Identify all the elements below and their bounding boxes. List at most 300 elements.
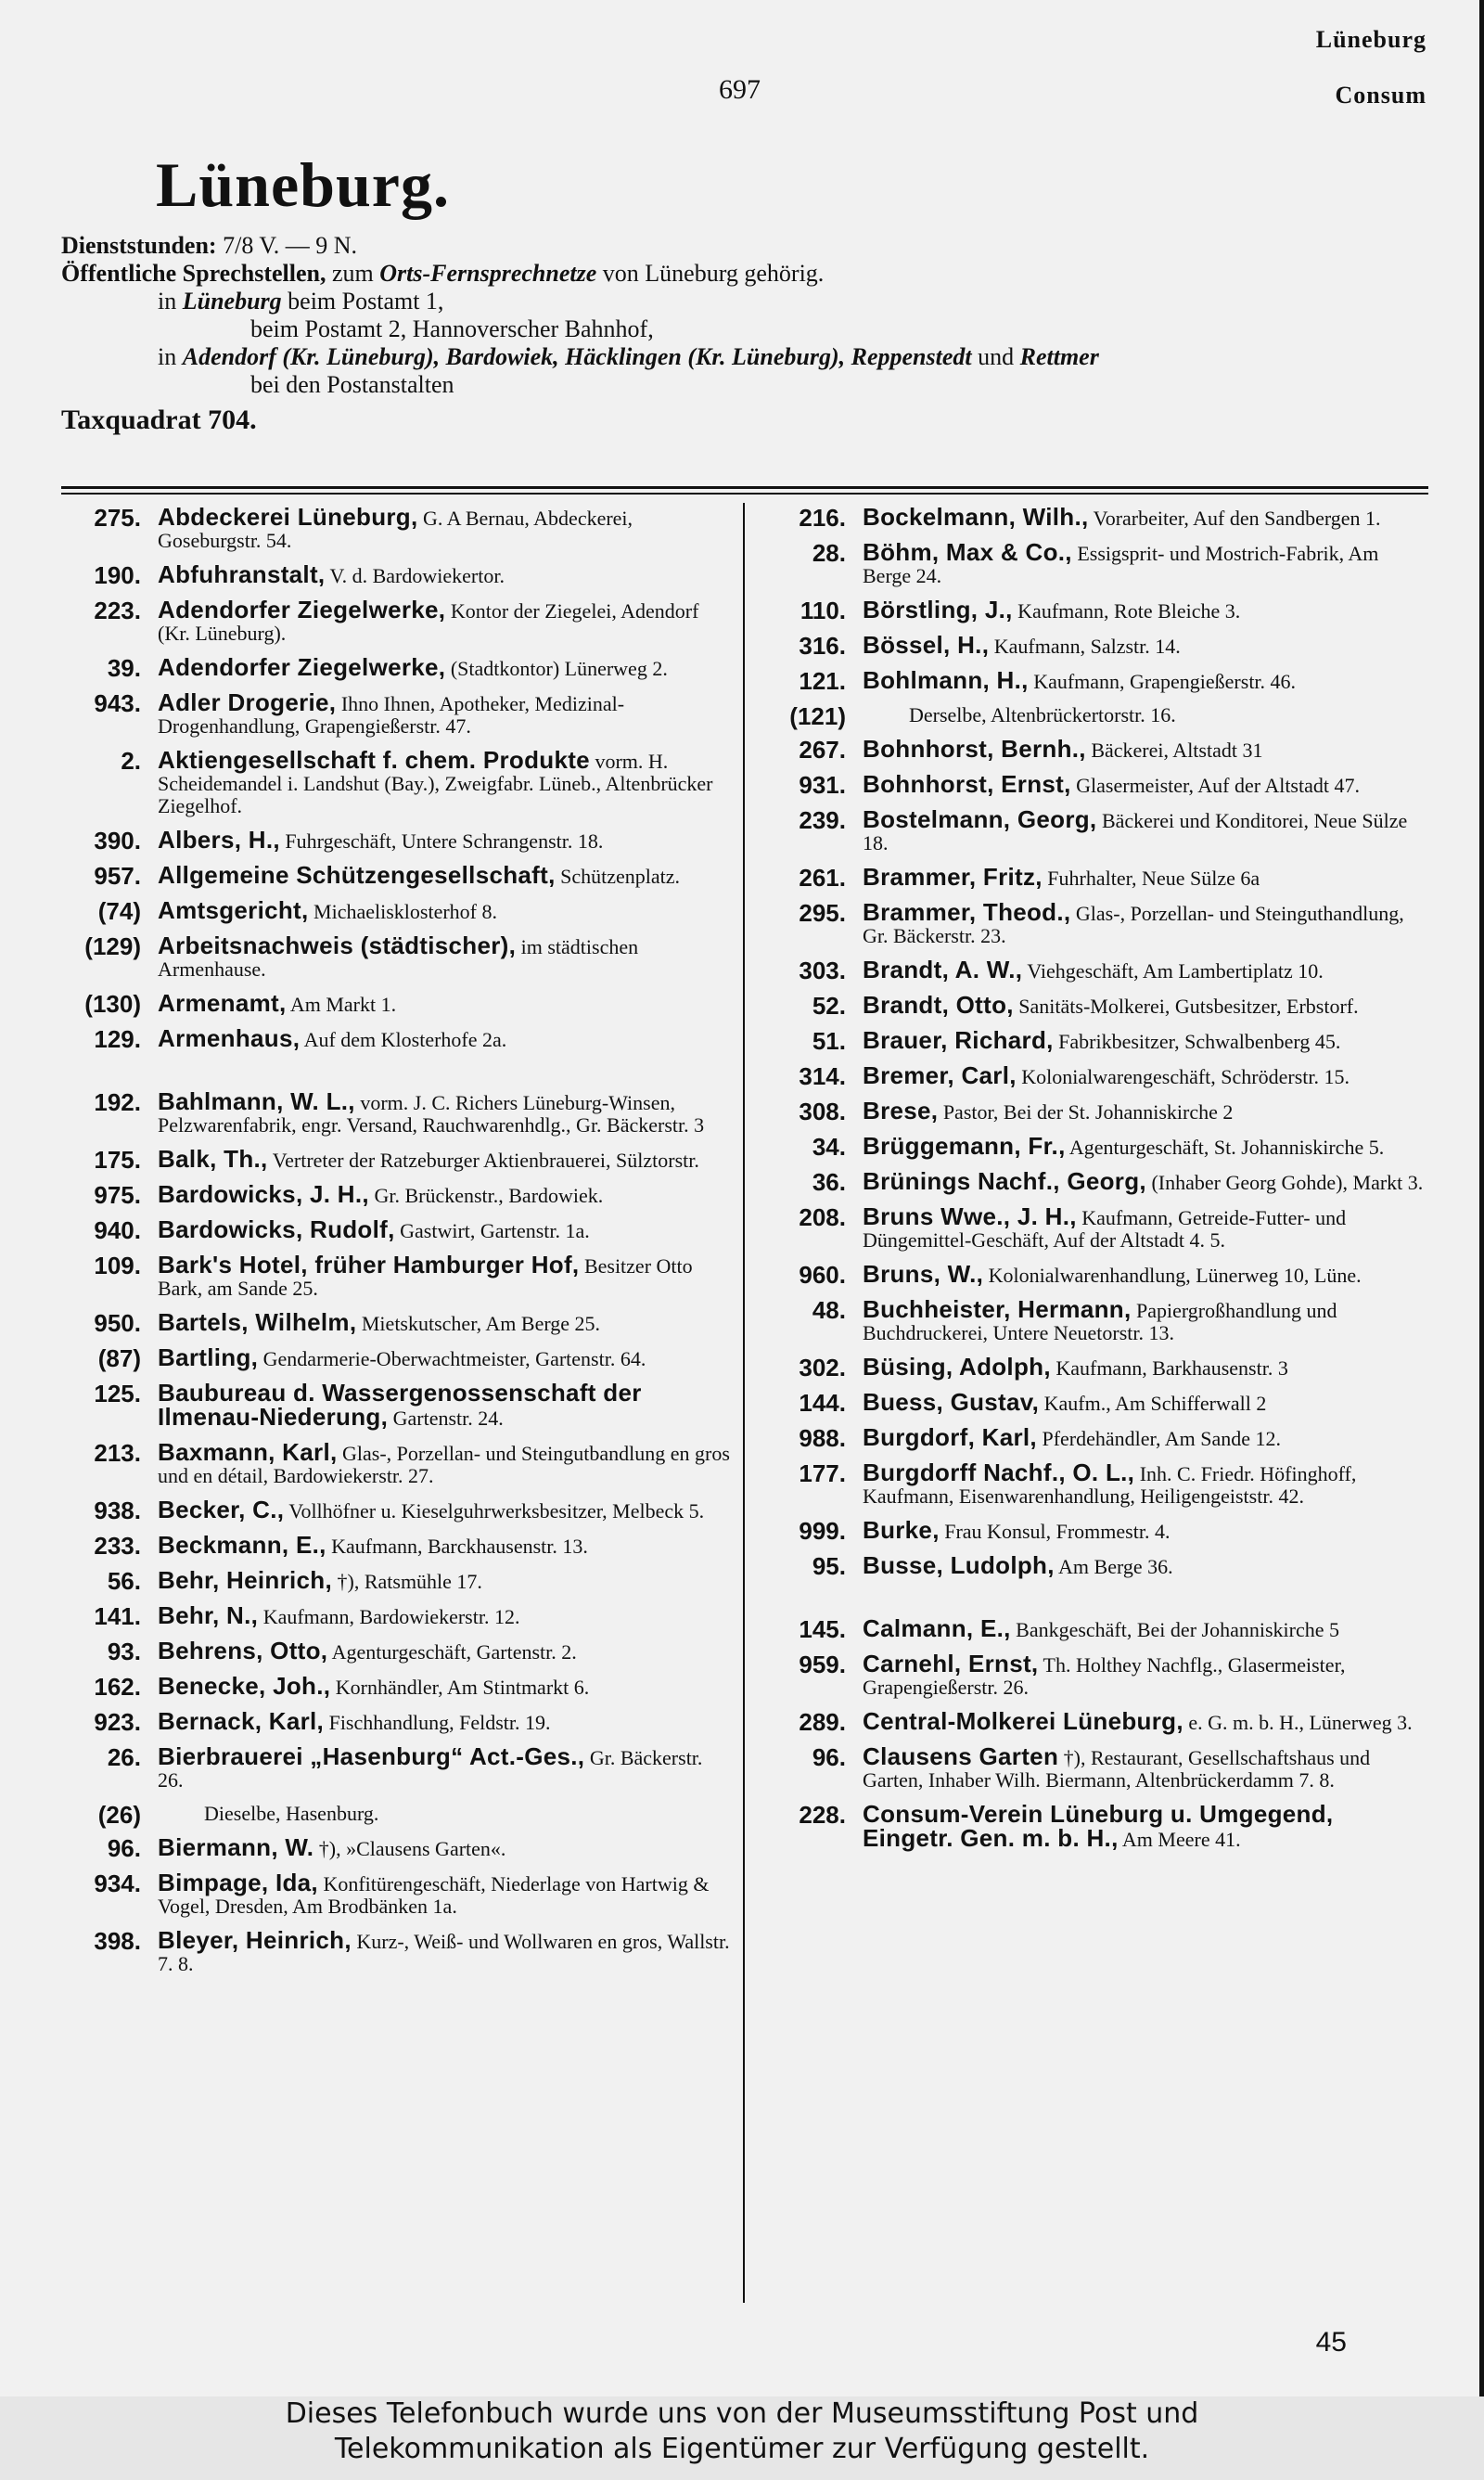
entry-text <box>863 1132 1430 1160</box>
directory-entry <box>56 1438 731 1487</box>
directory-entry <box>56 1742 731 1792</box>
subscriber-name: Abfuhranstalt, <box>158 560 326 588</box>
phone-number: (130) <box>84 990 141 1018</box>
phone-number: (121) <box>789 702 846 730</box>
subscriber-detail: (Inhaber Georg Gohde), Markt 3. <box>1151 1171 1424 1194</box>
directory-entry <box>56 1707 731 1736</box>
directory-entry <box>761 1061 1430 1090</box>
directory-entry <box>761 1260 1430 1289</box>
subscriber-detail: Vertreter der Ratzeburger Aktienbrauerei, Sülztorstr. <box>272 1149 699 1172</box>
phone-number: 213. <box>94 1439 141 1467</box>
phone-number: 275. <box>94 504 141 532</box>
entry-text <box>158 1498 731 1523</box>
subscriber-detail: Michaelisklosterhof 8. <box>313 900 497 923</box>
phone-number: 121. <box>799 667 846 695</box>
subscriber-detail: Vollhöfner u. Kieselguhrwerksbesitzer, Melbeck 5. <box>288 1499 705 1523</box>
directory-entry <box>761 1167 1430 1196</box>
subscriber-detail: Fabrikbesitzer, Schwalbenberg 45. <box>1058 1030 1341 1053</box>
subscriber-name: Büsing, Adolph, <box>863 1353 1051 1381</box>
subscriber-detail: Am Berge 36. <box>1058 1555 1173 1578</box>
directory-entry <box>761 805 1430 855</box>
directory-entry <box>761 1026 1430 1055</box>
directory-entry <box>56 1601 731 1630</box>
entry-text <box>158 1601 731 1629</box>
entry-text <box>863 1551 1430 1579</box>
directory-entry <box>56 1381 731 1430</box>
entry-text <box>158 1215 731 1243</box>
directory-entry <box>761 1353 1430 1381</box>
directory-entry <box>761 1295 1430 1344</box>
phone-number: 175. <box>94 1146 141 1174</box>
phone-number: 145. <box>799 1615 846 1643</box>
entry-text <box>158 1672 731 1700</box>
entry-text <box>863 1061 1430 1089</box>
phone-number: 223. <box>94 597 141 624</box>
entry-text <box>863 1800 1430 1852</box>
subscriber-name: Armenamt, <box>158 989 287 1017</box>
phone-number: 931. <box>799 771 846 799</box>
entry-text <box>863 1614 1430 1642</box>
directory-entry <box>56 1308 731 1337</box>
phone-number: 295. <box>799 899 846 927</box>
phone-number: 959. <box>799 1651 846 1678</box>
phone-number: 938. <box>94 1497 141 1524</box>
public-stations-line: Öffentliche Sprechstellen, zum Orts-Fernsprechnetze von Lüneburg gehörig. <box>61 260 825 287</box>
directory-entry <box>761 1388 1430 1417</box>
station-line-1: in Lüneburg beim Postamt 1, <box>158 288 444 315</box>
city-title: Lüneburg. <box>156 149 450 220</box>
directory-entry <box>761 1099 1430 1124</box>
entry-text <box>158 746 731 817</box>
subscriber-name: Bartling, <box>158 1343 259 1371</box>
subscriber-detail: G. A Bernau, Abdeckerei, Goseburgstr. 54. <box>158 507 633 552</box>
running-head-last-entry: Consum <box>1335 82 1426 109</box>
subscriber-detail: V. d. Bardowiekertor. <box>329 564 505 587</box>
entry-text <box>158 1308 731 1336</box>
subscriber-name: Arbeitsnachweis (städtischer), <box>158 932 517 959</box>
subscriber-name: Buess, Gustav, <box>863 1388 1040 1416</box>
subscriber-detail: Kornhändler, Am Stintmarkt 6. <box>335 1676 590 1699</box>
subscriber-detail: Gendarmerie-Oberwachtmeister, Gartenstr. 64. <box>262 1347 646 1370</box>
entry-text <box>158 1871 731 1918</box>
station-line-2: beim Postamt 2, Hannoverscher Bahnhof, <box>250 315 654 342</box>
subscriber-detail: Fuhrgeschäft, Untere Schrangenstr. 18. <box>285 829 604 853</box>
subscriber-name: Bohnhorst, Bernh., <box>863 735 1086 763</box>
phone-number: 48. <box>812 1296 846 1324</box>
phone-number: 233. <box>94 1532 141 1560</box>
subscriber-name: Brammer, Fritz, <box>863 863 1043 891</box>
subscriber-detail: Am Markt 1. <box>289 993 397 1016</box>
subscriber-detail: Kaufmann, Rote Bleiche 3. <box>1017 599 1241 623</box>
subscriber-name: Beckmann, E., <box>158 1531 326 1559</box>
subscriber-detail: Mietskutscher, Am Berge 25. <box>361 1312 601 1335</box>
subscriber-name: Behr, N., <box>158 1601 259 1629</box>
entry-text <box>158 1707 731 1735</box>
phone-number: 999. <box>799 1517 846 1545</box>
subscriber-name: Armenhaus, <box>158 1024 301 1052</box>
subscriber-name: Brauer, Richard, <box>863 1026 1054 1054</box>
archive-footer <box>0 2396 1484 2480</box>
directory-entry <box>761 1132 1430 1161</box>
directory-entry <box>56 934 731 981</box>
directory-entry <box>56 989 731 1018</box>
directory-entry <box>56 1215 731 1244</box>
subscriber-name: Becker, C., <box>158 1496 285 1523</box>
phone-number: (26) <box>97 1801 141 1829</box>
subscriber-name: Benecke, Joh., <box>158 1672 331 1700</box>
phone-number: 26. <box>107 1743 141 1771</box>
directory-entry <box>56 896 731 925</box>
entry-text <box>158 688 731 738</box>
subscriber-detail: Bankgeschäft, Bei der Johanniskirche 5 <box>1016 1618 1339 1641</box>
subscriber-name: Bruns, W., <box>863 1260 984 1288</box>
phone-number: 988. <box>799 1424 846 1452</box>
entry-text <box>863 1026 1430 1054</box>
phone-number: (129) <box>84 932 141 960</box>
phone-number: 34. <box>812 1133 846 1161</box>
phone-number: 303. <box>799 957 846 984</box>
subscriber-name: Baubureau d. Wassergenossenschaft der Ilmenau-Niederung, <box>158 1379 642 1431</box>
phone-number: 39. <box>107 654 141 682</box>
subscriber-detail: Pastor, Bei der St. Johanniskirche 2 <box>942 1100 1234 1124</box>
entry-text <box>863 1167 1430 1195</box>
phone-number: 93. <box>107 1638 141 1665</box>
subscriber-detail: (Stadtkontor) Lünerweg 2. <box>450 657 668 680</box>
directory-entry <box>761 1652 1430 1699</box>
directory-entry <box>761 1800 1430 1852</box>
entry-text <box>863 991 1430 1019</box>
subscriber-name: Allgemeine Schützengesellschaft, <box>158 861 556 889</box>
entry-text <box>158 1343 731 1371</box>
phone-number: 2. <box>121 747 141 775</box>
phone-number: 96. <box>812 1743 846 1771</box>
subscriber-name: Brandt, A. W., <box>863 956 1023 983</box>
subscriber-name: Bremer, Carl, <box>863 1061 1017 1089</box>
subscriber-name: Brandt, Otto, <box>863 991 1014 1019</box>
subscriber-name: Bostelmann, Georg, <box>863 805 1097 833</box>
phone-number: 208. <box>799 1203 846 1231</box>
subscriber-detail: Kaufmann, Getreide-Futter- und Düngemittel-Geschäft, Auf der Altstadt 4. 5. <box>863 1206 1347 1252</box>
directory-entry <box>761 863 1430 892</box>
column-divider <box>743 503 745 2303</box>
directory-entry <box>56 1253 731 1300</box>
subscriber-name: Adler Drogerie, <box>158 688 337 716</box>
subscriber-name: Buchheister, Hermann, <box>863 1295 1132 1323</box>
phone-number: 975. <box>94 1181 141 1209</box>
directory-entry <box>761 538 1430 587</box>
subscriber-detail: Gr. Brückenstr., Bardowiek. <box>374 1184 604 1207</box>
subscriber-name: Bohlmann, H., <box>863 666 1029 694</box>
subscriber-detail: Schützenplatz. <box>560 865 681 888</box>
directory-entry <box>56 688 731 738</box>
service-hours-line: Dienststunden: 7/8 V. — 9 N. <box>61 232 358 259</box>
subscriber-name: Balk, Th., <box>158 1145 268 1173</box>
directory-entry <box>761 735 1430 764</box>
directory-entry <box>56 1871 731 1918</box>
subscriber-name: Baxmann, Karl, <box>158 1438 338 1466</box>
entry-text <box>863 598 1430 623</box>
directory-entry <box>761 666 1430 695</box>
subscriber-detail: Glasermeister, Auf der Altstadt 47. <box>1076 774 1360 797</box>
entry-text <box>863 503 1430 531</box>
entry-text <box>158 1253 731 1300</box>
directory-entry <box>761 702 1430 730</box>
directory-entry <box>56 1145 731 1174</box>
subscriber-detail: †), Restaurant, Gesellschaftshaus und Garten, Inhaber Wilh. Biermann, Altenbrückerdamm 7. 8. <box>863 1746 1371 1792</box>
directory-entry <box>761 1551 1430 1580</box>
subscriber-detail: vorm. H. Scheidemandel i. Landshut (Bay.), Zweigfabr. Lüneb., Altenbrücker Ziegelhof. <box>158 750 713 817</box>
phone-number: 308. <box>799 1098 846 1125</box>
entry-text <box>158 1926 731 1975</box>
subscriber-detail: Kaufmann, Barckhausenstr. 13. <box>331 1535 588 1558</box>
directory-entry <box>761 1458 1430 1508</box>
entry-text <box>863 1388 1430 1416</box>
phone-number: 162. <box>94 1673 141 1701</box>
subscriber-detail: Papiergroßhandlung und Buchdruckerei, Untere Neuetorstr. 13. <box>863 1299 1337 1344</box>
subscriber-detail: Agenturgeschäft, Gartenstr. 2. <box>331 1640 577 1664</box>
directory-entry <box>761 991 1430 1020</box>
entry-text <box>158 1024 731 1052</box>
directory-entry <box>56 1672 731 1701</box>
phone-number: 36. <box>812 1168 846 1196</box>
subscriber-detail: Derselbe, Altenbrückertorstr. 16. <box>909 703 1176 726</box>
phone-number: 950. <box>94 1309 141 1337</box>
entry-text <box>863 1742 1430 1792</box>
subscriber-detail: Fuhrhalter, Neue Sülze 6a <box>1047 867 1260 890</box>
entry-text <box>863 770 1430 798</box>
directory-entry <box>56 1343 731 1372</box>
entry-text <box>158 861 731 889</box>
phone-number: 216. <box>799 504 846 532</box>
left-column <box>56 503 731 1986</box>
entry-text <box>158 989 731 1017</box>
subscriber-name: Aktiengesellschaft f. chem. Produkte <box>158 746 590 774</box>
directory-entry <box>761 1707 1430 1736</box>
subscriber-detail: Kaufmann, Barkhausenstr. 3 <box>1055 1356 1288 1380</box>
subscriber-name: Bohnhorst, Ernst, <box>863 770 1071 798</box>
entry-text <box>158 1742 731 1792</box>
phone-number: 190. <box>94 561 141 589</box>
entry-text <box>863 704 1430 726</box>
subscriber-name: Busse, Ludolph, <box>863 1551 1055 1579</box>
subscriber-detail: e. G. m. b. H., Lünerweg 3. <box>1188 1711 1413 1734</box>
subscriber-detail: Kolonialwarenhandlung, Lünerweg 10, Lüne. <box>988 1264 1362 1287</box>
phone-number: 95. <box>812 1552 846 1580</box>
entry-text <box>863 1423 1430 1451</box>
entry-text <box>863 1458 1430 1508</box>
subscriber-name: Burgdorf, Karl, <box>863 1423 1037 1451</box>
subscriber-name: Böhm, Max & Co., <box>863 538 1072 566</box>
directory-entry <box>56 1531 731 1560</box>
entry-text <box>863 1652 1430 1699</box>
entry-text <box>158 1145 731 1173</box>
phone-number: 316. <box>799 632 846 660</box>
subscriber-detail: Th. Holthey Nachflg., Glasermeister, Grapengießerstr. 26. <box>863 1653 1346 1699</box>
subscriber-detail: Glas-, Porzellan- und Steinguthandlung, Gr. Bäckerstr. 23. <box>863 902 1404 947</box>
subscriber-detail: Vorarbeiter, Auf den Sandbergen 1. <box>1093 507 1381 530</box>
phone-number: 125. <box>94 1380 141 1407</box>
subscriber-detail: Kaufmann, Grapengießerstr. 46. <box>1033 670 1297 693</box>
phone-number: 267. <box>799 736 846 764</box>
entry-text <box>863 958 1430 983</box>
running-head-city: Lüneburg <box>1315 26 1426 53</box>
entry-text <box>158 1803 731 1825</box>
subscriber-name: Burgdorff Nachf., O. L., <box>863 1458 1135 1486</box>
entry-text <box>158 1833 731 1861</box>
directory-entry <box>56 861 731 890</box>
entry-text <box>158 1639 731 1664</box>
entry-text <box>863 666 1430 694</box>
directory-entry <box>761 1202 1430 1252</box>
phone-number: (74) <box>97 897 141 925</box>
subscriber-detail: im städtischen Armenhause. <box>158 935 639 981</box>
entry-text <box>158 1566 731 1594</box>
entry-text <box>863 1353 1430 1381</box>
subscriber-detail: Agenturgeschäft, St. Johanniskirche 5. <box>1068 1136 1385 1159</box>
subscriber-name: Calmann, E., <box>863 1614 1011 1642</box>
entry-text <box>158 1438 731 1487</box>
subscriber-detail: Ihno Ihnen, Apotheker, Medizinal-Drogenhandlung, Grapengießerstr. 47. <box>158 692 625 738</box>
taxquadrat: Taxquadrat 704. <box>61 405 257 435</box>
directory-entry <box>761 503 1430 532</box>
subscriber-detail: Inh. C. Friedr. Höfinghoff, Kaufmann, Eisenwarenhandlung, Heiligengeiststr. 42. <box>863 1462 1357 1508</box>
subscriber-detail: Bäckerei, Altstadt 31 <box>1091 739 1263 762</box>
entry-text <box>158 1180 731 1208</box>
phone-number: (87) <box>97 1344 141 1372</box>
phone-number: 960. <box>799 1261 846 1289</box>
subscriber-detail: Fischhandlung, Feldstr. 19. <box>328 1711 551 1734</box>
phone-number: 390. <box>94 827 141 855</box>
directory-entry <box>56 746 731 817</box>
phone-number: 56. <box>107 1567 141 1595</box>
directory-entry <box>56 826 731 855</box>
subscriber-detail: Gartenstr. 24. <box>392 1407 504 1430</box>
phone-number: 923. <box>94 1708 141 1736</box>
entry-text <box>863 538 1430 587</box>
entry-text <box>158 934 731 981</box>
entry-text <box>863 1202 1430 1252</box>
entry-text <box>158 1381 731 1430</box>
entry-text <box>863 1099 1430 1124</box>
subscriber-detail: Gr. Bäckerstr. 26. <box>158 1746 703 1792</box>
entry-text <box>863 631 1430 659</box>
directory-entry <box>761 1423 1430 1452</box>
subscriber-detail: Dieselbe, Hasenburg. <box>204 1802 379 1825</box>
right-column <box>761 503 1430 1862</box>
subscriber-detail: †), Ratsmühle 17. <box>337 1570 482 1593</box>
subscriber-name: Adendorfer Ziegelwerke, <box>158 653 446 681</box>
phone-number: 398. <box>94 1927 141 1955</box>
signature-number: 45 <box>1315 2327 1347 2358</box>
directory-entry <box>761 598 1430 623</box>
entry-text <box>863 1516 1430 1544</box>
subscriber-name: Burke, <box>863 1516 940 1544</box>
header-rule-thin <box>61 493 1428 495</box>
entry-text <box>863 1295 1430 1344</box>
subscriber-name: Bruns Wwe., J. H., <box>863 1202 1077 1230</box>
subscriber-detail: Frau Konsul, Frommestr. 4. <box>944 1520 1171 1543</box>
subscriber-detail: vorm. J. C. Richers Lüneburg-Winsen, Pelzwarenfabrik, engr. Versand, Rauchwarenhdlg., Gr. Bäckerstr. 3 <box>158 1091 705 1137</box>
entry-text <box>863 863 1430 891</box>
directory-entry <box>761 1614 1430 1643</box>
phone-number: 96. <box>107 1834 141 1862</box>
directory-entry <box>56 1639 731 1664</box>
subscriber-name: Carnehl, Ernst, <box>863 1650 1039 1677</box>
subscriber-name: Adendorfer Ziegelwerke, <box>158 596 446 623</box>
subscriber-detail: Konfitürengeschäft, Niederlage von Hartwig & Vogel, Dresden, Am Brodbänken 1a. <box>158 1872 710 1918</box>
entry-text <box>863 898 1430 947</box>
subscriber-detail: Kurz-, Weiß- und Wollwaren en gros, Wallstr. 7. 8. <box>158 1930 730 1975</box>
subscriber-detail: Essigsprit- und Mostrich-Fabrik, Am Berge 24. <box>863 542 1379 587</box>
phone-number: 192. <box>94 1088 141 1116</box>
subscriber-name: Consum-Verein Lüneburg u. Umgegend, Eingetr. Gen. m. b. H., <box>863 1800 1334 1852</box>
phone-number: 52. <box>812 992 846 1020</box>
directory-entry <box>761 770 1430 799</box>
entry-text <box>158 653 731 681</box>
subscriber-name: Bernack, Karl, <box>158 1707 325 1735</box>
subscriber-name: Bahlmann, W. L., <box>158 1087 355 1115</box>
entry-text <box>158 826 731 854</box>
directory-entry <box>56 1926 731 1975</box>
phone-number: 129. <box>94 1025 141 1053</box>
directory-entry <box>56 503 731 552</box>
phone-number: 239. <box>799 806 846 834</box>
subscriber-name: Bardowicks, Rudolf, <box>158 1215 395 1243</box>
subscriber-name: Brese, <box>863 1097 939 1124</box>
phone-number: 141. <box>94 1602 141 1630</box>
subscriber-name: Brammer, Theod., <box>863 898 1071 926</box>
footer-line-1: Dieses Telefonbuch wurde uns von der Museumsstiftung Post und <box>285 2397 1199 2430</box>
directory-entry <box>56 1833 731 1862</box>
entry-text <box>863 1260 1430 1288</box>
subscriber-name: Amtsgericht, <box>158 896 309 924</box>
entry-text <box>158 1087 731 1137</box>
directory-entry <box>56 1087 731 1137</box>
subscriber-name: Behr, Heinrich, <box>158 1566 332 1594</box>
entry-text <box>158 503 731 552</box>
phone-number: 261. <box>799 864 846 892</box>
subscriber-detail: Kontor der Ziegelei, Adendorf (Kr. Lüneburg). <box>158 599 699 645</box>
subscriber-name: Brüggemann, Fr., <box>863 1132 1066 1160</box>
directory-entry <box>761 958 1430 983</box>
subscriber-detail: Kaufm., Am Schifferwall 2 <box>1043 1392 1267 1415</box>
footer-line-2: Telekommunikation als Eigentümer zur Verfügung gestellt. <box>334 2433 1150 2465</box>
phone-number: 314. <box>799 1062 846 1090</box>
entry-text <box>158 1531 731 1559</box>
subscriber-name: Börstling, J., <box>863 596 1013 623</box>
entry-text <box>863 805 1430 855</box>
phone-number: 144. <box>799 1389 846 1417</box>
directory-entry <box>56 653 731 682</box>
page-edge <box>1479 0 1484 2396</box>
subscriber-detail: Am Meere 41. <box>1121 1828 1241 1851</box>
phone-number: 28. <box>812 539 846 567</box>
directory-entry <box>761 1742 1430 1792</box>
phone-number: 228. <box>799 1801 846 1829</box>
subscriber-name: Bimpage, Ida, <box>158 1869 318 1896</box>
subscriber-name: Bössel, H., <box>863 631 990 659</box>
subscriber-name: Bleyer, Heinrich, <box>158 1926 352 1954</box>
phone-number: 110. <box>800 597 846 624</box>
subscriber-detail: Kaufmann, Salzstr. 14. <box>993 635 1181 658</box>
phone-number: 302. <box>799 1354 846 1381</box>
subscriber-detail: Auf dem Klosterhofe 2a. <box>303 1028 507 1051</box>
subscriber-name: Clausens Garten <box>863 1742 1059 1770</box>
phone-number: 51. <box>812 1027 846 1055</box>
subscriber-name: Biermann, W. <box>158 1833 314 1861</box>
directory-entry <box>56 1180 731 1209</box>
entry-text <box>158 896 731 924</box>
